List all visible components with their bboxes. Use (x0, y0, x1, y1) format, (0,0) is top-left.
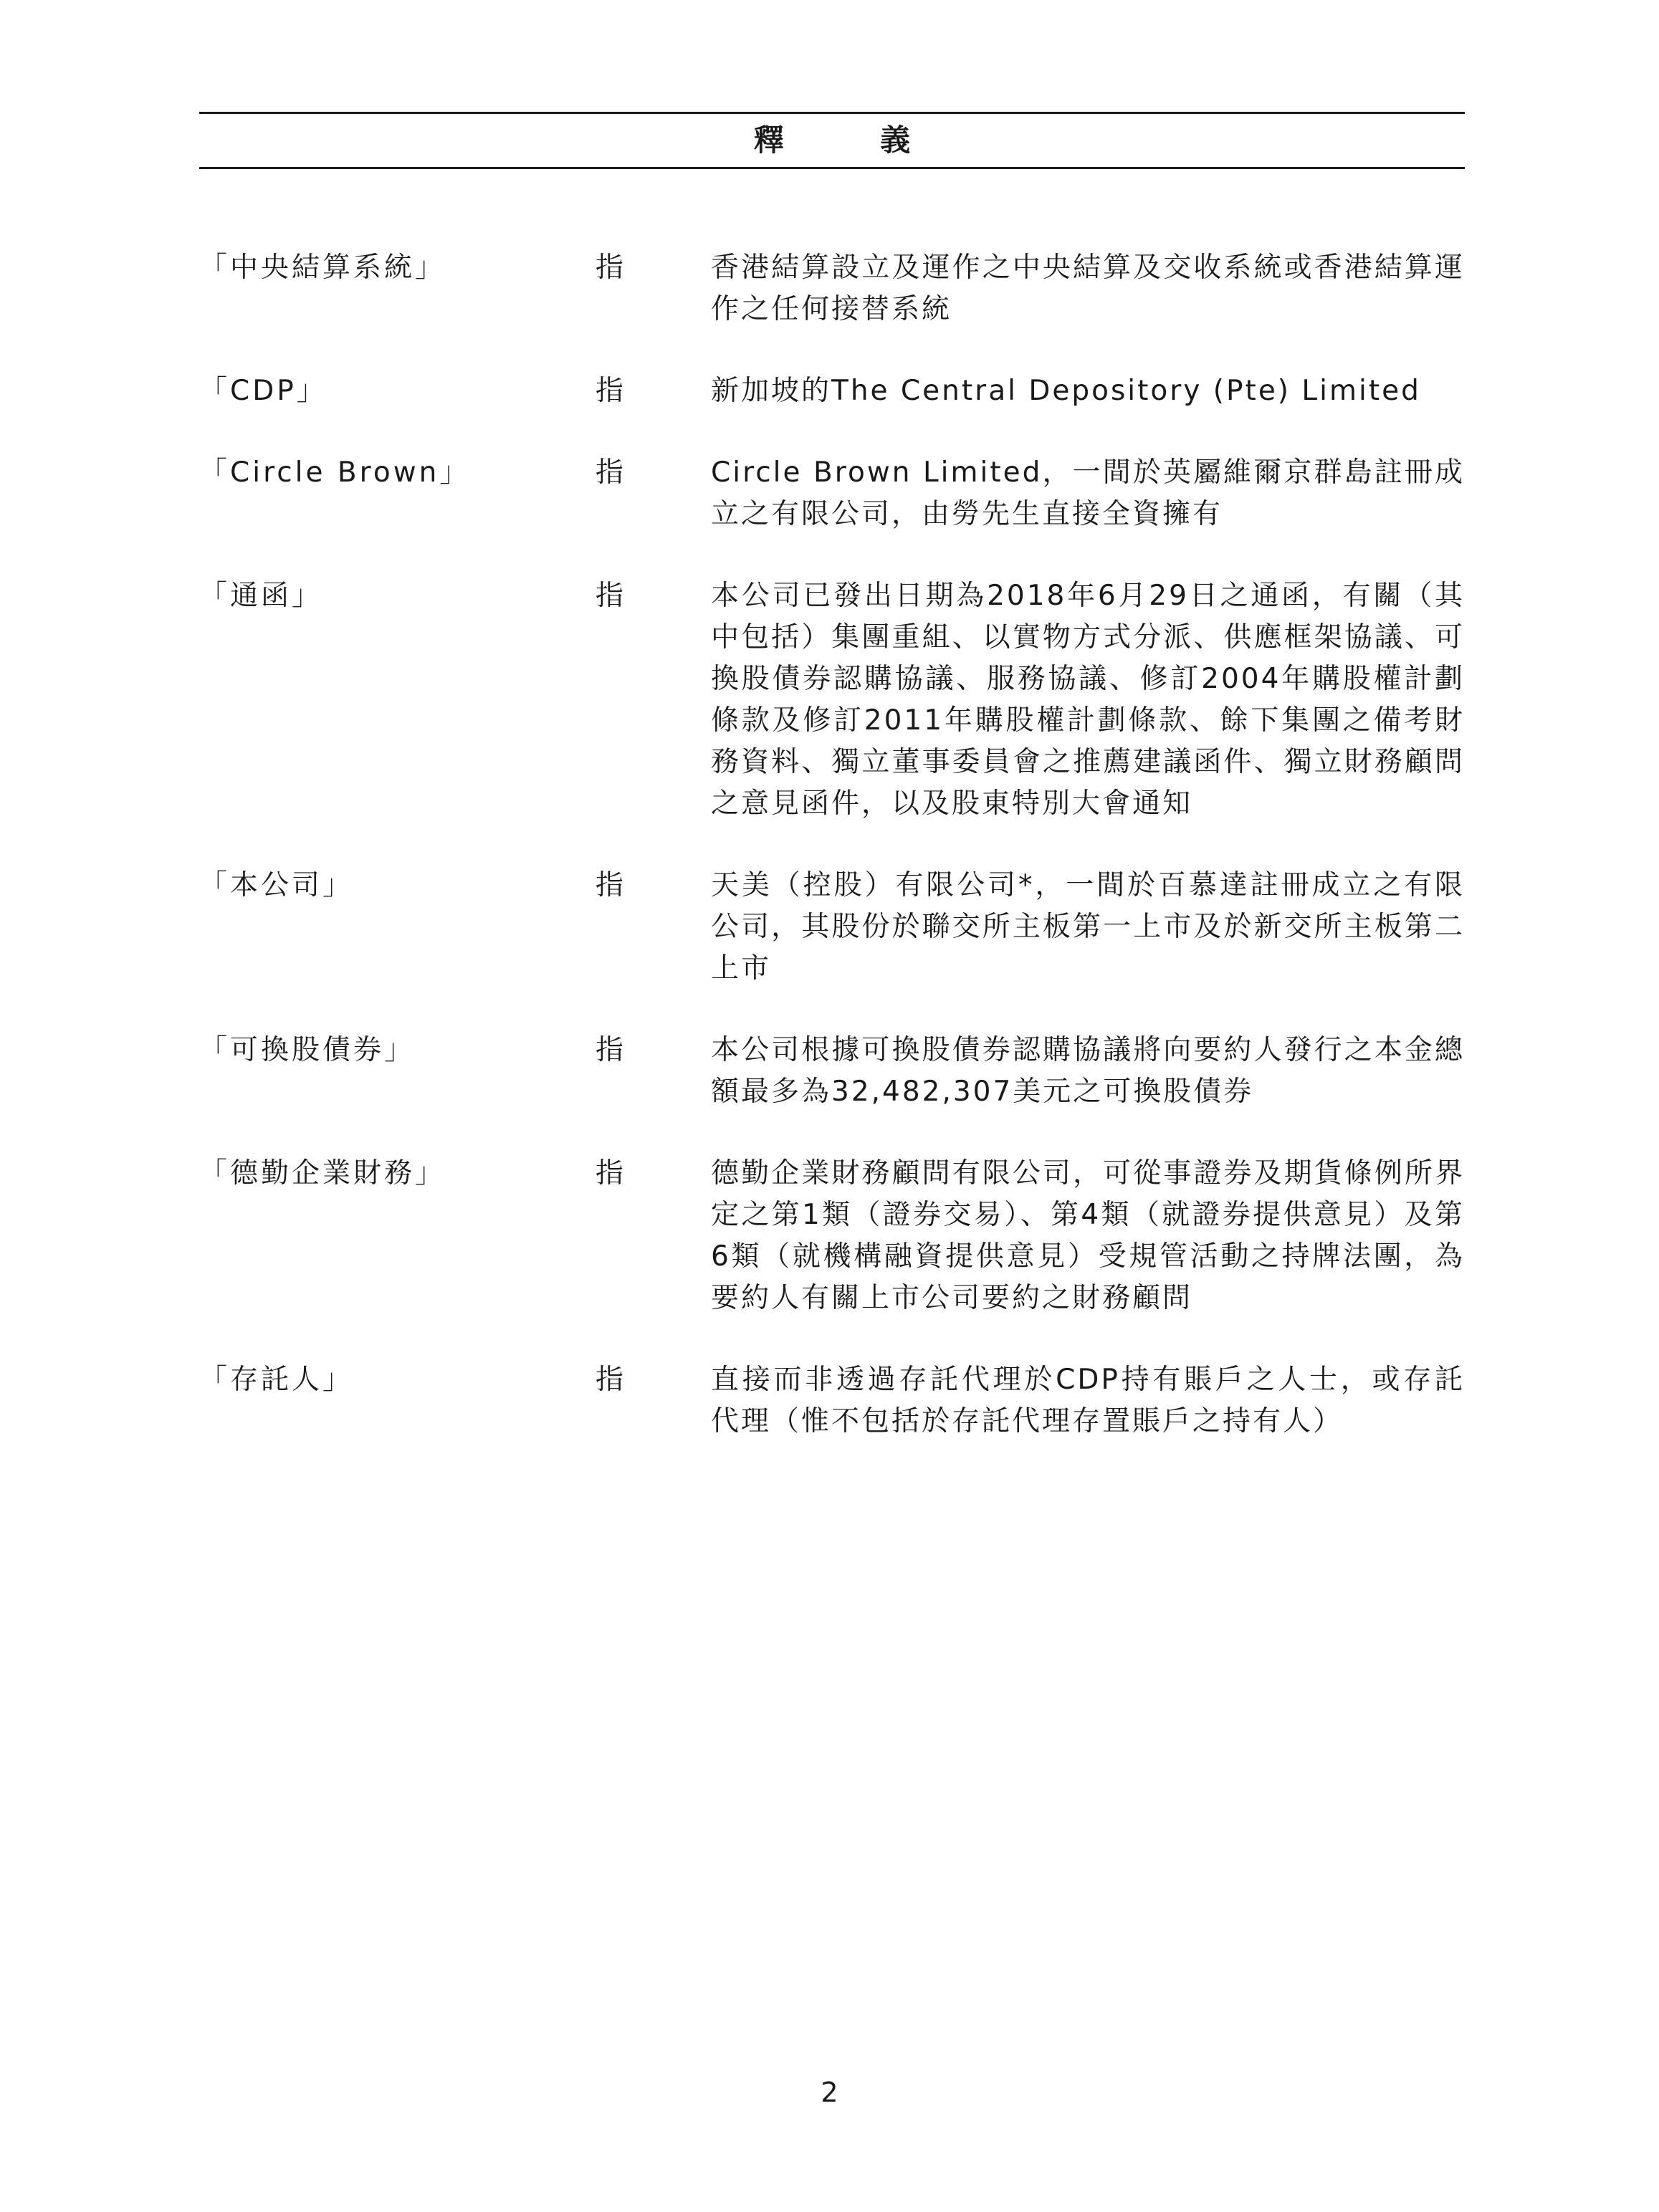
definition-term: 「通函」 (199, 580, 323, 612)
definition-depositor (199, 1359, 1465, 1442)
definition-deloitte (199, 1153, 1465, 1319)
definition-term: 「CDP」 (199, 375, 328, 407)
definition-cdp (199, 370, 1465, 412)
definition-term: 「德勤企業財務」 (199, 1157, 446, 1189)
page-title: 釋 義 (753, 123, 954, 158)
definition-term: 「中央結算系統」 (199, 252, 446, 284)
definition-means: 指 (596, 252, 624, 284)
definition-description: 新加坡的The Central Depository (Pte) Limited (711, 375, 1421, 407)
definition-description: 本公司根據可換股債券認購協議將向要約人發行之本金總額最多為32,482,307美元之可換股債券 (711, 1034, 1465, 1108)
definition-means: 指 (596, 456, 624, 489)
definition-means: 指 (596, 1157, 624, 1189)
definition-description: Circle Brown Limited，一間於英屬維爾京群島註冊成立之有限公司，由勞先生直接全資擁有 (711, 456, 1465, 530)
definition-means: 指 (596, 375, 624, 407)
definition-description: 德勤企業財務顧問有限公司，可從事證券及期貨條例所界定之第1類（證券交易）、第4類（就證券提供意見）及第6類（就機構融資提供意見）受規管活動之持牌法團，為要約人有關上市公司要約之財務顧問 (711, 1157, 1465, 1314)
definition-convertible-bonds (199, 1030, 1465, 1113)
definitions-list (199, 247, 1465, 1483)
definition-circular (199, 575, 1465, 825)
header-bottom-rule (199, 167, 1465, 169)
definition-means: 指 (596, 1034, 624, 1066)
definition-description: 直接而非透過存託代理於CDP持有賬戶之人士，或存託代理（惟不包括於存託代理存置賬戶之持有人） (711, 1364, 1465, 1437)
definition-description: 天美（控股）有限公司*，一間於百慕達註冊成立之有限公司，其股份於聯交所主板第一上市及於新交所主板第二上市 (711, 869, 1465, 985)
definition-ccass (199, 247, 1465, 330)
definition-description: 香港結算設立及運作之中央結算及交收系統或香港結算運作之任何接替系統 (711, 252, 1465, 325)
definition-means: 指 (596, 869, 624, 901)
definition-term: 「Circle Brown」 (199, 456, 471, 489)
page-number: 2 (821, 2077, 838, 2108)
definition-term: 「存託人」 (199, 1364, 354, 1396)
definition-term: 「可換股債券」 (199, 1034, 416, 1066)
definition-circle-brown (199, 452, 1465, 535)
definition-term: 「本公司」 (199, 869, 354, 901)
definition-company (199, 865, 1465, 990)
definition-means: 指 (596, 580, 624, 612)
header-top-rule (199, 112, 1465, 114)
definition-means: 指 (596, 1364, 624, 1396)
definition-description: 本公司已發出日期為2018年6月29日之通函，有關（其中包括）集團重組、以實物方式分派、供應框架協議、可換股債券認購協議、服務協議、修訂2004年購股權計劃條款及修訂2011年購股權計劃條款、餘下集團之備考財務資料、獨立董事委員會之推薦建議函件、獨立財務顧問之意見函件，以及股東特別大會通知 (711, 580, 1465, 820)
